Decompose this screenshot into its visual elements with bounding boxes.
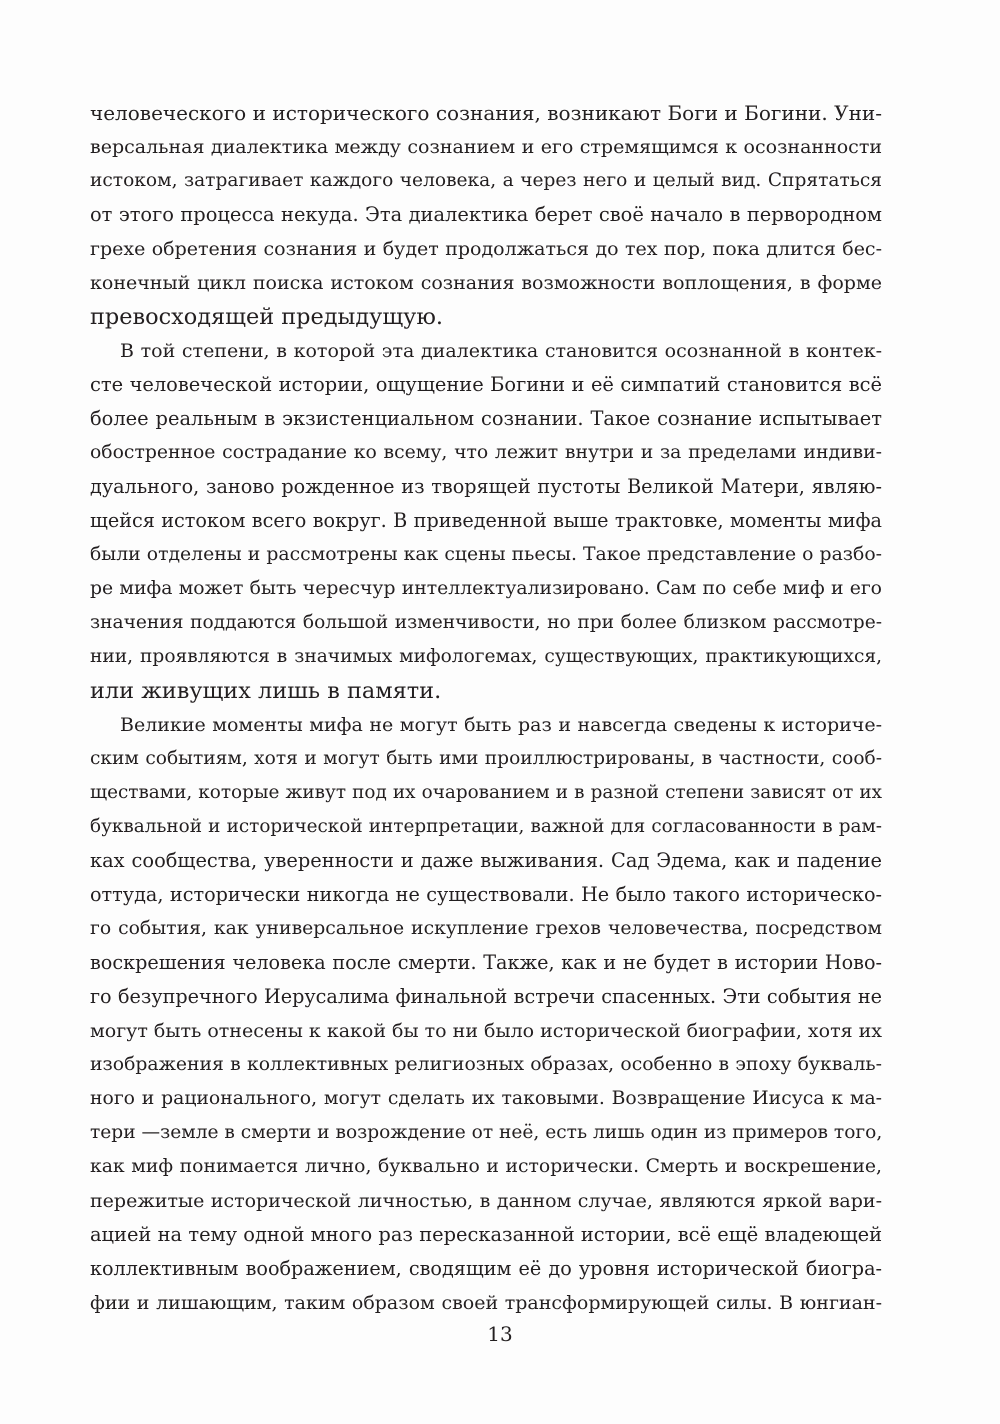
text-line: обостренное сострадание ко всему, что лежит внутри и за пределами индиви-	[90, 442, 882, 463]
text-line: оттуда, исторически никогда не существовали. Не было такого историческо-	[90, 883, 882, 906]
text-line: коллективным воображением, сводящим её до уровня исторической биогра-	[90, 1257, 882, 1280]
body-text	[90, 96, 882, 1320]
text-line: сте человеческой истории, ощущение Богини и её симпатий становится всё	[90, 373, 882, 396]
text-line: пережитые исторической личностью, в данном случае, являются яркой вари-	[90, 1190, 882, 1212]
text-line: буквальной и исторической интерпретации, важной для согласованности в рам-	[90, 816, 882, 837]
paragraph-first-line: В той степени, в которой эта диалектика становится осознанной в контек-	[120, 340, 882, 362]
text-line: ским событиям, хотя и могут быть ими проиллюстрированы, в частности, сооб-	[90, 748, 882, 769]
text-line: конечный цикл поиска истоком сознания возможности воплощения, в форме	[90, 272, 882, 294]
text-line: ного и рационального, могут сделать их таковыми. Возвращение Иисуса к ма-	[90, 1088, 882, 1109]
text-line: го события, как универсальное искупление грехов человечества, посредством	[90, 918, 882, 939]
text-line: го безупречного Иерусалима финальной встречи спасенных. Эти события не	[90, 985, 882, 1008]
text-line: тери —земле в смерти и возрождение от неё, есть лишь один из примеров того,	[90, 1122, 882, 1143]
text-line: значения поддаются большой изменчивости, но при более близком рассмотре-	[90, 612, 882, 633]
text-line: версальная диалектика между сознанием и его стремящимся к осознанности	[90, 136, 882, 158]
text-line: истоком, затрагивает каждого человека, а через него и целый вид. Спрятаться	[90, 170, 882, 191]
text-line: воскрешения человека после смерти. Также, как и не будет в истории Ново-	[90, 951, 882, 974]
text-line: превосходящей предыдущую.	[90, 304, 443, 330]
text-line: нии, проявляются в значимых мифологемах, существующих, практикующихся,	[90, 646, 882, 667]
text-line: от этого процесса некуда. Эта диалектика берет своё начало в первородном	[90, 203, 882, 226]
text-line: ре мифа может быть чересчур интеллектуализировано. Сам по себе миф и его	[90, 578, 882, 599]
text-line: ществами, которые живут под их очарованием и в разной степени зависят от их	[90, 782, 882, 803]
text-line: щейся истоком всего вокруг. В приведенной выше трактовке, моменты мифа	[90, 509, 882, 532]
text-line: как миф понимается лично, буквально и исторически. Смерть и воскрешение,	[90, 1156, 882, 1177]
text-line: изображения в коллективных религиозных образах, особенно в эпоху букваль-	[90, 1054, 882, 1075]
text-line: ацией на тему одной много раз пересказанной истории, всё ещё владеющей	[90, 1223, 882, 1246]
text-line: фии и лишающим, таким образом своей трансформирующей силы. В юнгиан-	[90, 1292, 882, 1314]
text-line: или живущих лишь в памяти.	[90, 678, 442, 704]
text-line: могут быть отнесены к какой бы то ни было исторической биографии, хотя их	[90, 1020, 882, 1042]
text-line: грехе обретения сознания и будет продолжаться до тех пор, пока длится бес-	[90, 238, 882, 260]
text-line: более реальным в экзистенциальном сознании. Такое сознание испытывает	[90, 407, 882, 430]
text-line: ках сообщества, уверенности и даже выживания. Сад Эдема, как и падение	[90, 849, 882, 872]
paragraph-first-line: Великие моменты мифа не могут быть раз и навсегда сведены к историче-	[120, 714, 882, 736]
text-line: дуального, заново рожденное из творящей пустоты Великой Матери, являю-	[90, 475, 882, 498]
text-line: человеческого и исторического сознания, возникают Боги и Богини. Уни-	[90, 101, 882, 125]
page-number: 13	[487, 1322, 513, 1346]
text-line: были отделены и рассмотрены как сцены пьесы. Такое представление о разбо-	[90, 544, 882, 565]
